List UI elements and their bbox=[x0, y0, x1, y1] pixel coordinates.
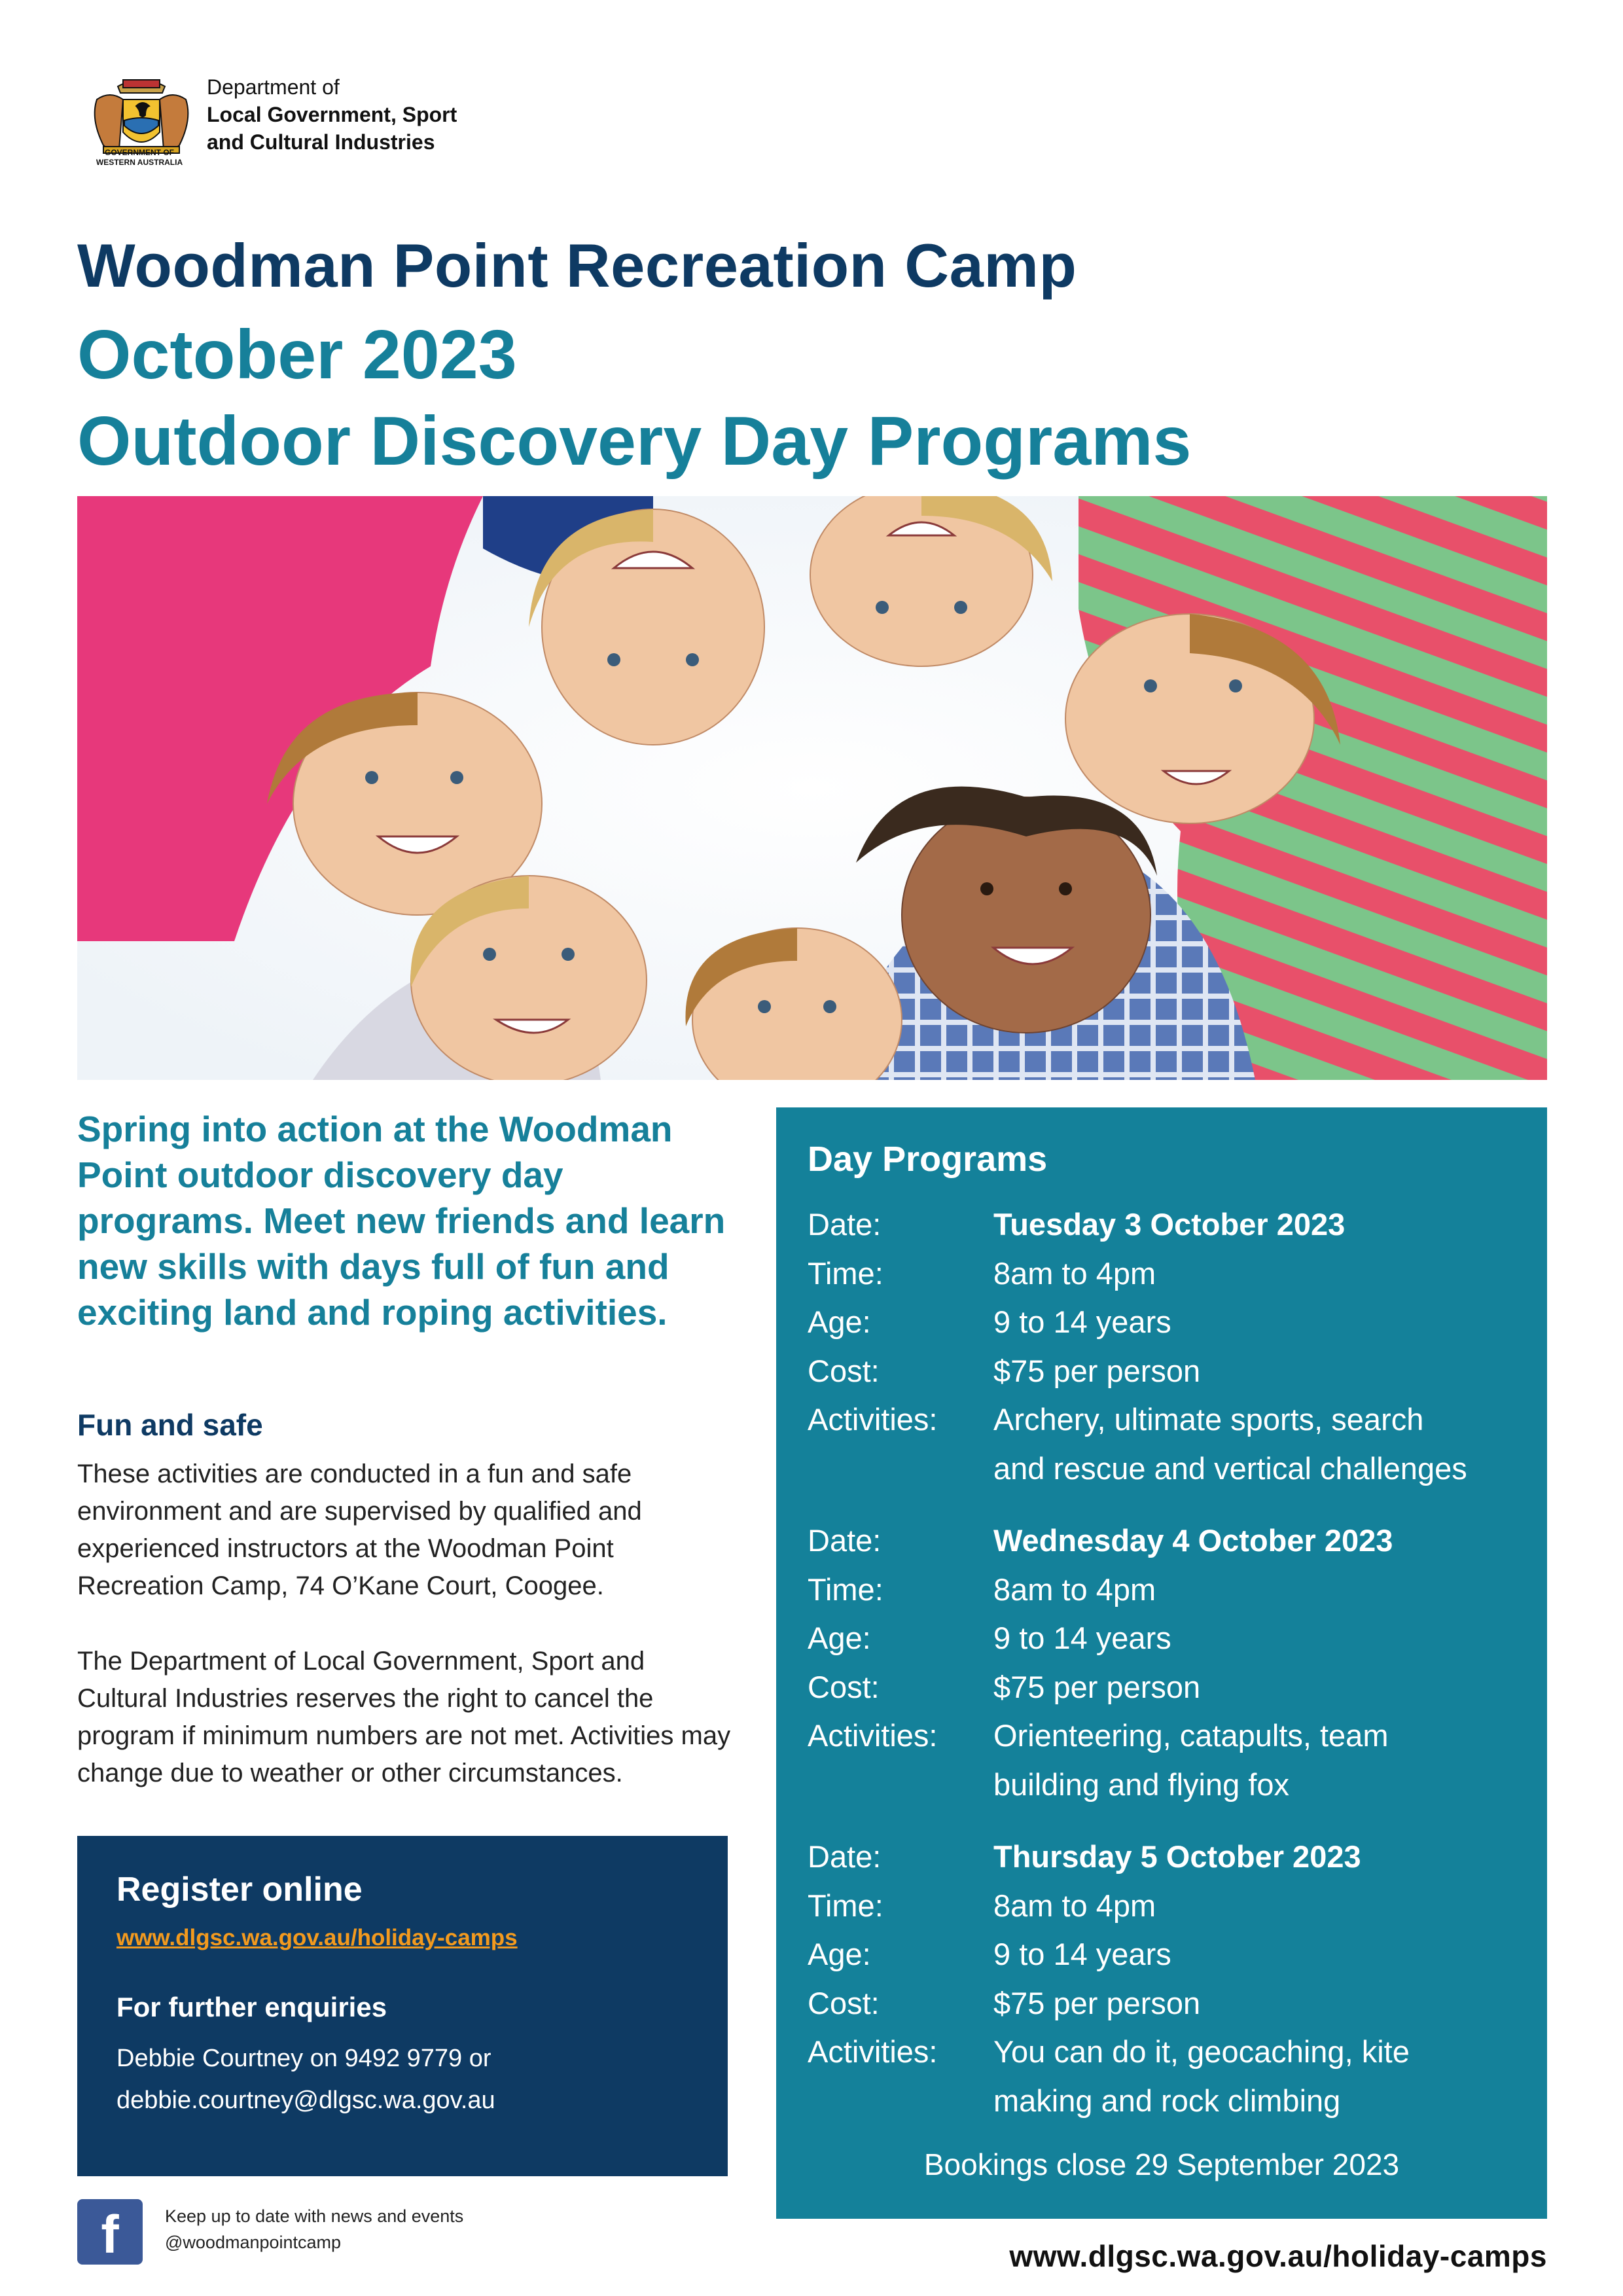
social-line: Keep up to date with news and events bbox=[165, 2206, 464, 2226]
age-label: Age: bbox=[808, 1621, 871, 1655]
program-wednesday bbox=[808, 1516, 1527, 1809]
day-programs-panel bbox=[776, 1107, 1547, 2219]
department-line: Local Government, Sport bbox=[207, 103, 457, 126]
program-date: Tuesday 3 October 2023 bbox=[993, 1207, 1346, 1242]
activities-line: Archery, ultimate sports, search bbox=[993, 1402, 1424, 1437]
program-time: 8am to 4pm bbox=[993, 1255, 1156, 1291]
program-tuesday bbox=[808, 1200, 1527, 1493]
social-text bbox=[165, 2203, 463, 2255]
register-heading: Register online bbox=[116, 1871, 363, 1909]
wa-government-crest-logo bbox=[77, 60, 205, 191]
day-programs-heading: Day Programs bbox=[808, 1139, 1048, 1179]
program-cost: $75 per person bbox=[993, 1985, 1201, 2020]
cost-label: Cost: bbox=[808, 1985, 880, 2020]
program-age: 9 to 14 years bbox=[993, 1304, 1171, 1339]
program-thursday bbox=[808, 1833, 1527, 2125]
date-label: Date: bbox=[808, 1839, 882, 1874]
program-age: 9 to 14 years bbox=[993, 1621, 1171, 1655]
crest-caption bbox=[77, 148, 202, 168]
enquiries-phone: Debbie Courtney on 9492 9779 or bbox=[116, 2045, 491, 2072]
register-link[interactable]: www.dlgsc.wa.gov.au/holiday-camps bbox=[116, 1925, 518, 1950]
time-label: Time: bbox=[808, 1888, 883, 1923]
activities-line: building and flying fox bbox=[993, 1767, 1290, 1802]
department-name bbox=[207, 73, 457, 156]
program-date: Wednesday 4 October 2023 bbox=[993, 1523, 1393, 1558]
program-time: 8am to 4pm bbox=[993, 1888, 1156, 1923]
age-label: Age: bbox=[808, 1937, 871, 1971]
department-line: and Cultural Industries bbox=[207, 130, 435, 154]
activities-line: and rescue and vertical challenges bbox=[993, 1450, 1467, 1486]
cost-label: Cost: bbox=[808, 1669, 880, 1704]
program-time: 8am to 4pm bbox=[993, 1571, 1156, 1607]
activities-label: Activities: bbox=[808, 1402, 938, 1437]
crest-caption-line: WESTERN AUSTRALIA bbox=[96, 158, 183, 167]
crest-caption-line: GOVERNMENT OF bbox=[104, 148, 174, 157]
activities-line: making and rock climbing bbox=[993, 2083, 1341, 2118]
kids-huddle-photo bbox=[77, 496, 1547, 1080]
camp-title: Woodman Point Recreation Camp bbox=[77, 231, 1077, 300]
cost-label: Cost: bbox=[808, 1353, 880, 1388]
register-box bbox=[77, 1836, 728, 2176]
time-label: Time: bbox=[808, 1255, 883, 1291]
enquiries-contact bbox=[116, 2037, 692, 2121]
activities-label: Activities: bbox=[808, 1718, 938, 1753]
program-activities bbox=[993, 1395, 1527, 1493]
program-activities bbox=[993, 2028, 1527, 2125]
department-line: Department of bbox=[207, 75, 340, 99]
social-handle[interactable]: @woodmanpointcamp bbox=[165, 2233, 342, 2252]
age-label: Age: bbox=[808, 1304, 871, 1339]
intro-paragraph: Spring into action at the Woodman Point outdoor discovery day programs. Meet new friends and learn new skills with days full of fun and exciting land and roping activities. bbox=[77, 1109, 726, 1333]
activities-label: Activities: bbox=[808, 2034, 938, 2069]
month-title: October 2023 bbox=[77, 316, 517, 393]
activities-line: Orienteering, catapults, team bbox=[993, 1718, 1389, 1753]
footer-website-link[interactable]: www.dlgsc.wa.gov.au/holiday-camps bbox=[1009, 2239, 1547, 2273]
program-age: 9 to 14 years bbox=[993, 1937, 1171, 1971]
program-activities bbox=[993, 1712, 1527, 1809]
cancellation-disclaimer: The Department of Local Government, Sport and Cultural Industries reserves the right to cancel the program if minimum numbers are not met. Activities may change due to weather or other circumstances. bbox=[77, 1647, 731, 1787]
date-label: Date: bbox=[808, 1523, 882, 1558]
program-cost: $75 per person bbox=[993, 1669, 1201, 1704]
program-date: Thursday 5 October 2023 bbox=[993, 1839, 1361, 1874]
program-title: Outdoor Discovery Day Programs bbox=[77, 403, 1192, 480]
program-cost: $75 per person bbox=[993, 1353, 1201, 1388]
enquiries-heading: For further enquiries bbox=[116, 1992, 387, 2022]
facebook-icon[interactable]: f bbox=[77, 2199, 143, 2265]
bookings-close-note: Bookings close 29 September 2023 bbox=[923, 2147, 1400, 2181]
time-label: Time: bbox=[808, 1571, 883, 1607]
enquiries-email[interactable]: debbie.courtney@dlgsc.wa.gov.au bbox=[116, 2087, 495, 2114]
activities-line: You can do it, geocaching, kite bbox=[993, 2034, 1410, 2069]
fun-and-safe-text: These activities are conducted in a fun and safe environment and are supervised by qualified and experienced instructors at the Woodman Point Recreation Camp, 74 O’Kane Court, Coogee. bbox=[77, 1460, 642, 1600]
date-label: Date: bbox=[808, 1207, 882, 1242]
fun-and-safe-heading: Fun and safe bbox=[77, 1408, 263, 1442]
